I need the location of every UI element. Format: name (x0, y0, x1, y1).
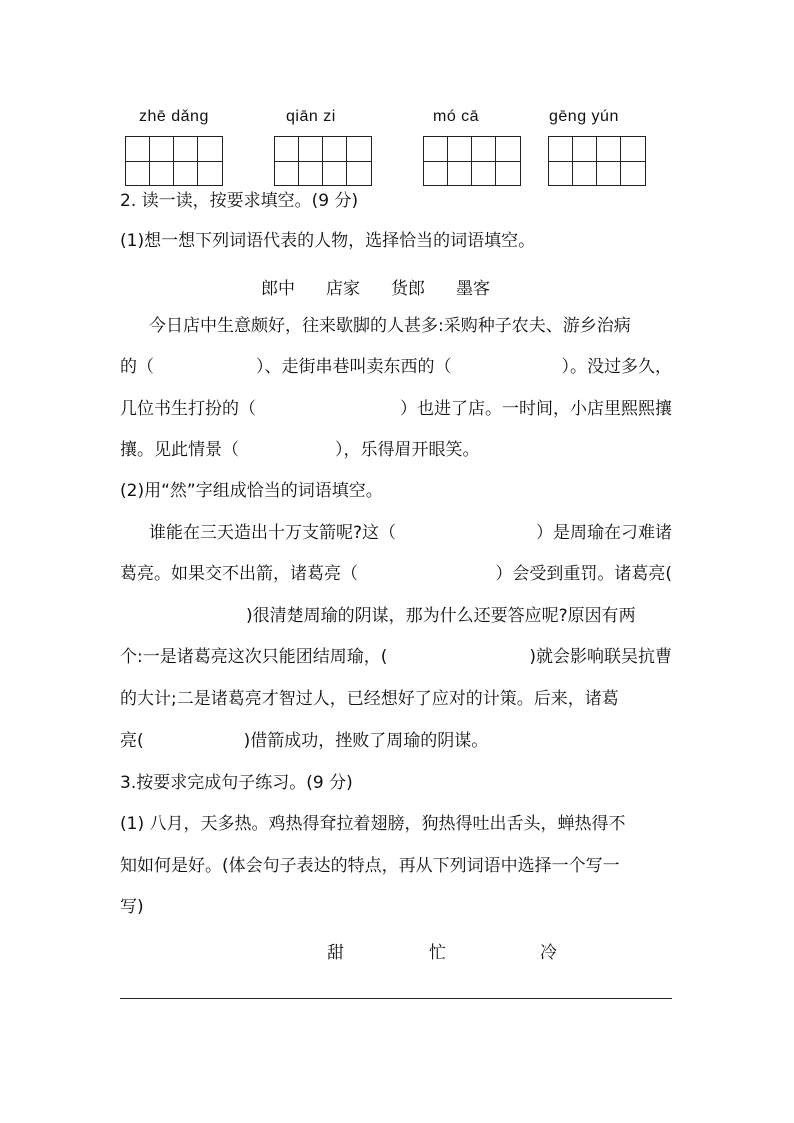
text-fragment: 的（ (120, 357, 154, 377)
text-fragment: 亮( (120, 731, 144, 751)
choice-word: 冷 (540, 943, 557, 963)
pinyin-label-4: gēng yún (549, 108, 619, 125)
q2-paragraph-line (120, 566, 672, 583)
word-choice: 墨客 (456, 279, 490, 299)
q1-prompt: (1)想一想下列词语代表的人物，选择恰当的词语填空。 (120, 231, 536, 251)
q2-paragraph-line: 的大计;二是诸葛亮才智过人，已经想好了应对的计策。后来，诸葛 (120, 689, 619, 709)
text-fragment: 攘。见此情景（ (120, 440, 239, 460)
text-fragment: )就会影响联吴抗曹 (529, 647, 672, 667)
word-choice: 店家 (326, 279, 360, 299)
q2-paragraph-line (149, 525, 672, 542)
text-fragment: ）、走街串巷叫卖东西的（ (256, 357, 452, 377)
blank[interactable] (384, 566, 470, 583)
q1-paragraph-line (120, 401, 672, 418)
section-2-title: 2. 读一读，按要求填空。(9 分) (120, 191, 359, 211)
blank[interactable] (417, 525, 515, 542)
pinyin-label-3: mó cā (433, 108, 480, 125)
q1-paragraph-line: 今日店中生意颇好，往来歇脚的人甚多:采购种子农夫、游乡治病 (149, 316, 631, 336)
q1-paragraph-line (120, 359, 672, 376)
pinyin-label-1: zhē dǎng (139, 108, 209, 125)
text-fragment: ）也进了店。一时间，小店里熙熙攘 (400, 399, 672, 419)
s3-q1-line: (1) 八月，天多热。鸡热得耷拉着翅膀，狗热得吐出舌头，蝉热得不 (120, 814, 626, 834)
q2-paragraph-line (120, 733, 488, 750)
text-fragment: 几位书生打扮的（ (120, 399, 256, 419)
choice-word: 忙 (429, 943, 446, 963)
text-fragment: ）是周瑜在刁难诸 (536, 523, 672, 543)
blank[interactable] (473, 359, 541, 376)
blank[interactable] (175, 359, 235, 376)
section-3-title: 3.按要求完成句子练习。(9 分) (120, 773, 353, 793)
blank[interactable] (283, 401, 373, 418)
answer-line[interactable] (120, 998, 672, 999)
word-choice: 货郎 (391, 279, 425, 299)
s3-q1-line: 知如何是好。(体会句子表达的特点，再从下列词语中选择一个写一 (120, 856, 620, 876)
text-fragment: )借箭成功，挫败了周瑜的阴谋。 (243, 731, 489, 751)
text-fragment: 个:一是诸葛亮这次只能团结周瑜，( (120, 647, 388, 667)
q2-prompt: (2)用“然”字组成恰当的词语填空。 (120, 481, 383, 501)
writing-grid-1[interactable] (125, 136, 223, 186)
q2-paragraph-line: )很清楚周瑜的阴谋，那为什么还要答应呢?原因有两 (246, 606, 636, 626)
text-fragment: ）会受到重罚。诸葛亮( (495, 564, 672, 584)
text-fragment: 谁能在三天造出十万支箭呢?这（ (149, 523, 397, 543)
q2-paragraph-line (120, 649, 672, 666)
choice-word: 甜 (327, 943, 344, 963)
text-fragment: ），乐得眉开眼笑。 (335, 440, 480, 460)
q1-paragraph-line (120, 442, 480, 459)
writing-grid-3[interactable] (423, 136, 521, 186)
pinyin-label-2: qiān zi (286, 108, 336, 125)
word-choice: 郎中 (261, 279, 295, 299)
text-fragment: ）。没过多久， (561, 357, 672, 377)
writing-grid-2[interactable] (274, 136, 372, 186)
blank[interactable] (406, 649, 510, 666)
s3-q1-line: 写) (120, 897, 144, 917)
writing-grid-4[interactable] (548, 136, 646, 186)
text-fragment: 葛亮。如果交不出箭，诸葛亮（ (120, 564, 358, 584)
